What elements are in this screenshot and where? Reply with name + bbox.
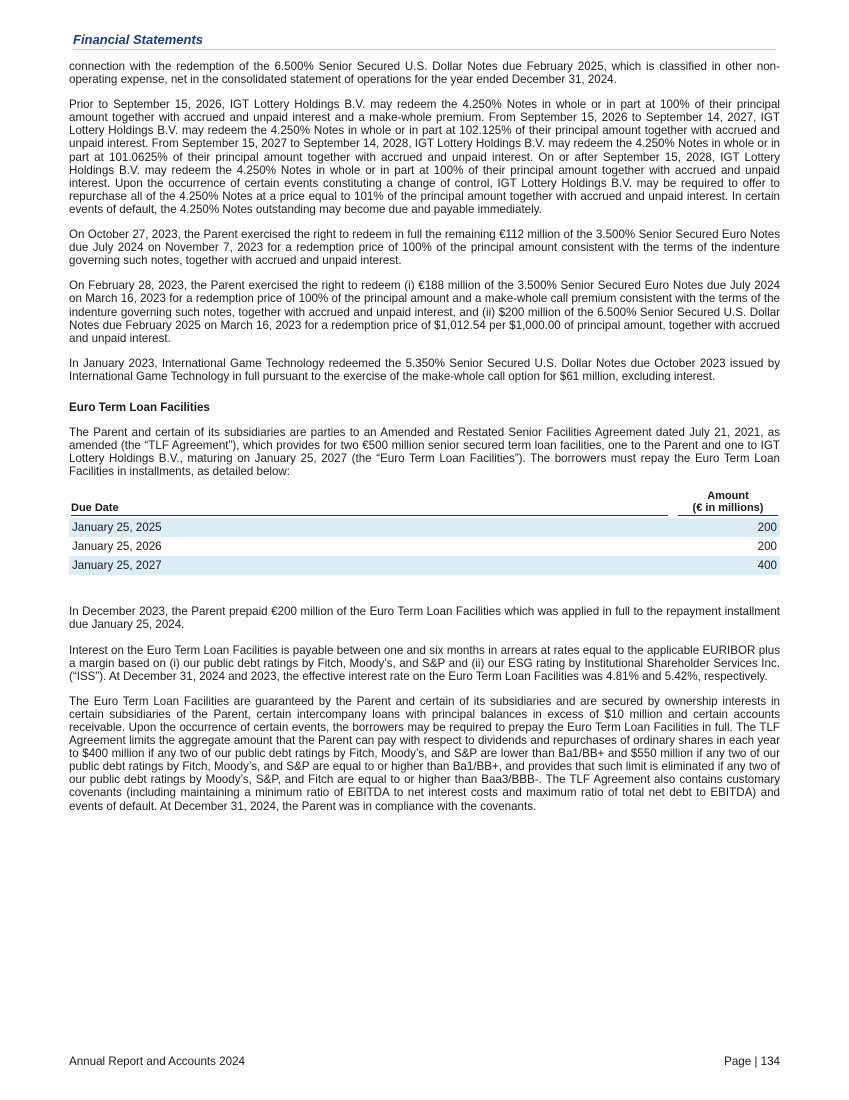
due-date-cell: January 25, 2026 bbox=[72, 540, 162, 554]
due-date-cell: January 25, 2027 bbox=[69, 556, 676, 575]
paragraph: Prior to September 15, 2026, IGT Lottery Holdings B.V. may redeem the 4.250% Notes in whole or in part at 100% of their principal amount together with accrued and unpaid interest and a make-whole premium. From September 15, 2026 to September 14, 2027, IGT Lottery Holdings B.V. may redeem the 4.250% Notes in whole or in part at 102.125% of their principal amount together with accrued and unpaid interest. From September 15, 2027 to September 14, 2028, IGT Lottery Holdings B.V. may redeem the 4.250% Notes in whole or in part at 101.0625% of their principal amount together with accrued and unpaid interest. On or after September 15, 2028, IGT Lottery Holdings B.V. may redeem the 4.250% Notes in whole or in part at 100% of their principal amount together with accrued and unpaid interest. Upon the occurrence of certain events constituting a change of control, IGT Lottery Holdings B.V. may be required to offer to repurchase all of the 4.250% Notes at a price equal to 101% of the principal amount together with accrued and unpaid interest. In certain events of default, the 4.250% Notes outstanding may become due and payable immediately. bbox=[69, 98, 780, 216]
paragraph: In January 2023, International Game Technology redeemed the 5.350% Senior Secured U.S. Dollar Notes due October 2023 issued by International Game Technology in full pursuant to the exercise of the make-whole call option for $61 million, excluding interest. bbox=[69, 356, 780, 383]
paragraph: Interest on the Euro Term Loan Facilities is payable between one and six months in arrears at rates equal to the applicable EURIBOR plus a margin based on (i) our public debt ratings by Fitch, Moody’s, and S&P and (ii) our ESG rating by Institutional Shareholder Services Inc. (“ISS”). At December 31, 2024 and 2023, the effective interest rate on the Euro Term Loan Facilities was 4.81% and 5.42%, respectively. bbox=[69, 643, 780, 683]
paragraph: On October 27, 2023, the Parent exercised the right to redeem in full the remaining €112 million of the 3.500% Senior Secured Euro Notes due July 2024 on November 7, 2023 for a redemption price of 100% of the principal amount consistent with the terms of the indenture governing such notes, together with accrued and unpaid interest. bbox=[69, 228, 780, 268]
amount-cell: 400 bbox=[676, 556, 780, 575]
header-title: Financial Statements bbox=[73, 32, 204, 47]
paragraph: On February 28, 2023, the Parent exercised the right to redeem (i) €188 million of the 3.500% Senior Secured Euro Notes due July 2024 on March 16, 2023 for a redemption price of 100% of the principal amount and a make-whole call premium consistent with the terms of the indenture governing such notes, together with accrued and unpaid interest, and (ii) $200 million of the 6.500% Senior Secured U.S. Dollar Notes due February 2025 on March 16, 2023 for a redemption price of $1,012.54 per $1,000.00 of principal amount, together with accrued and unpaid interest. bbox=[69, 279, 780, 345]
repayment-table bbox=[69, 490, 780, 575]
paragraph: The Euro Term Loan Facilities are guaranteed by the Parent and certain of its subsidiaries and are secured by ownership interests in certain subsidiaries of the Parent, certain intercompany loans with principal balances in excess of $10 million and certain accounts receivable. Upon the occurrence of certain events, the borrowers may be required to prepay the Euro Term Loan Facilities in full. The TLF Agreement limits the aggregate amount that the Parent can pay with respect to dividends and repurchases of ordinary shares in each year to $400 million if any two of our public debt ratings by Fitch, Moody’s, and S&P are lower than Ba1/BB+ and $550 million if any two of our public debt ratings by Fitch, Moody’s, and S&P are equal to or higher than Ba1/BB+, and provides that such limit is eliminated if any two of our public debt ratings by Moody’s, S&P, and Fitch are equal to or higher than Baa3/BBB-. The TLF Agreement also contains customary covenants (including maintaining a minimum ratio of EBITDA to net interest costs and maximum ratio of total net debt to EBITDA) and events of default. At December 31, 2024, the Parent was in compliance with the covenants. bbox=[69, 694, 780, 813]
paragraph: The Parent and certain of its subsidiaries are parties to an Amended and Restated Senior Facilities Agreement dated July 21, 2021, as amended (the “TLF Agreement”), which provides for two €500 million senior secured term loan facilities, one to the Parent and one to IGT Lottery Holdings B.V., maturing on January 25, 2027 (the “Euro Term Loan Facilities”). The borrowers must repay the Euro Term Loan Facilities in installments, as detailed below: bbox=[69, 425, 780, 479]
page-header bbox=[73, 32, 776, 50]
amount-header-line1: Amount bbox=[707, 490, 749, 503]
table-row bbox=[69, 537, 780, 556]
table-header-row bbox=[69, 490, 780, 518]
paragraph: In December 2023, the Parent prepaid €200 million of the Euro Term Loan Facilities which was applied in full to the repayment installment due January 25, 2024. bbox=[69, 605, 780, 632]
footer-report-title: Annual Report and Accounts 2024 bbox=[69, 1055, 245, 1068]
footer-page-number: Page | 134 bbox=[724, 1055, 780, 1068]
column-header-due-date: Due Date bbox=[69, 490, 676, 518]
section-heading: Euro Term Loan Facilities bbox=[69, 400, 210, 414]
amount-header-line2: (€ in millions) bbox=[678, 502, 778, 516]
due-date-cell: January 25, 2025 bbox=[69, 518, 676, 537]
table-row bbox=[69, 556, 780, 575]
paragraph: connection with the redemption of the 6.500% Senior Secured U.S. Dollar Notes due February 2025, which is classified in other non-operating expense, net in the consolidated statement of operations for the year ended December 31, 2024. bbox=[69, 60, 780, 87]
amount-cell: 200 bbox=[676, 518, 780, 537]
table-row bbox=[69, 518, 780, 537]
page-body bbox=[69, 60, 780, 825]
amount-cell: 200 bbox=[757, 540, 777, 554]
column-header-amount bbox=[676, 490, 780, 518]
